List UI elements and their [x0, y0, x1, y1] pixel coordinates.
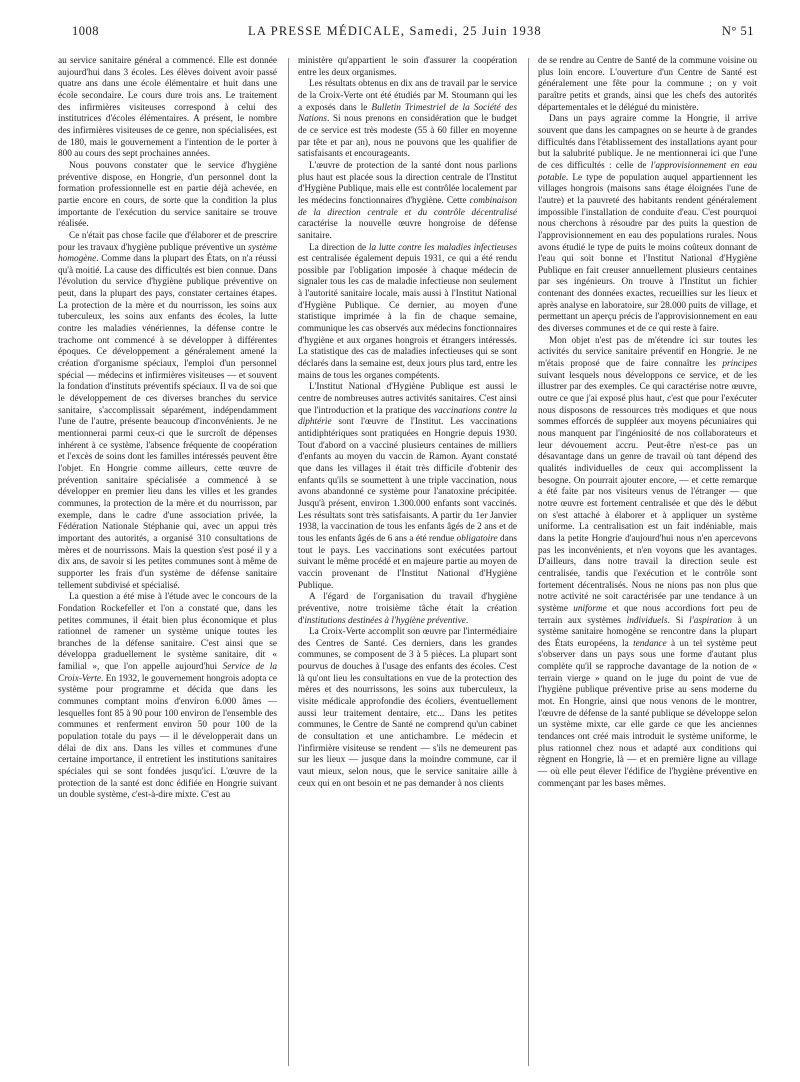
emphasis-text: principes [722, 359, 757, 370]
paragraph [298, 592, 517, 627]
page-number: 1008 [72, 24, 99, 38]
paragraph [298, 243, 517, 383]
body-text: Dans un pays agraire comme la Hongrie, il arrive souvent que dans les campagnes on se heurte à de grandes difficultés dans l'établissement des installations ayant pour but la salubrité publique. Je ne mentionnerai ici que l'une de ces difficultés : celle de [538, 114, 757, 171]
emphasis-text: système homogène [58, 242, 277, 265]
emphasis-text: l'aspiration [689, 615, 732, 626]
emphasis-text: Service de la Croix-Verte [58, 662, 277, 684]
body-text: La Croix-Verte accomplit son œuvre par l'intermédiaire des Centres de Santé. Ces derniers, dans les grandes communes, se composent de 3 à 5 pièces. La plupart sont pourvus de douches à l'usage des enfants des écoles. C'est là qu'ont lieu les consultations en vue de la protection des mères et des nourrissons, les soins aux tuberculeux, la visite médicale approfondie des écoliers, éventuellement aussi leur traitement dentaire, etc... Dans les petites communes, le Centre de Santé ne comprend qu'un cabinet de consultation et une antichambre. Le médecin et l'infirmière visiteuse se rendent — s'ils ne demeurent pas sur les lieux — jusque dans la moindre commune, car il vaut mieux, selon nous, que le service sanitaire aille à ceux qui en ont besoin et ne pas demander à nos clients [298, 627, 517, 789]
paragraph [58, 592, 277, 802]
body-text: sont l'œuvre de l'Institut. Les vaccinations antidiphtériques sont pratiquées en Hongrie depuis 1930. Tout d'abord on a vacciné plusieurs centaines de milliers d'enfants au moyen du vaccin de Ramon. Ayant constaté que dans les villages il était très difficile d'obtenir des enfants qu'ils se soumettent à une triple vaccination, nous avons abandonné ce système pour l'anatoxine précipitée. Jusqu'à présent, environ 1.300.000 enfants sont vaccinés. Les résultats sont très satisfaisants. A partir du 1er Janvier 1938, la vaccination de tous les enfants âgés de 2 ans et de tous les enfants âgés de 6 ans a été rendue [298, 417, 517, 544]
paragraph [298, 382, 517, 592]
paragraph [58, 56, 277, 161]
body-text: . En 1932, le gouvernement hongrois adopta ce système pour programme et décida que dans les communes comptant moins d'environ 6.000 âmes — lesquelles font 85 à 90 pour 100 environ de l'ensemble des communes et renferment environ 50 pour 100 de la population totale du pays — il le développerait dans un délai de dix ans. Dans les villes et communes d'une certaine importance, il entretient les institutions sanitaires spéciales qui se sont fondées jusqu'ici. L'œuvre de la protection de la santé est donc édifiée en Hongrie suivant un double système, c'est-à-dire mixte. C'est au [58, 673, 277, 801]
paragraph [538, 56, 757, 114]
paragraph [298, 79, 517, 161]
body-text: Nous pouvons constater que le service d'hygiène préventive dispose, en Hongrie, d'un personnel dont la formation professionnelle est en partie déjà achevée, en partie encore en cours, de sorte que la condition la plus importante de l'exécution du service sanitaire se trouve réalisée. [58, 160, 277, 230]
body-text: à un tel système peut s'observer dans un pays sous une forme d'autant plus complète qu'il se rapproche davantage de la notion de « terrain vierge » quand on le juge du point de vue de l'hygiène publique préventive prise au sens moderne du mot. En Hongrie, ainsi que nous venons de le montrer, l'œuvre de défense de la santé publique se développe selon un système mixte, car elle garde ce que les anciennes tendances ont créé mais introduit le système uniforme, le plus rationnel chez nous et adapté aux conditions qui règnent en Hongrie, là — et en première ligne au village — où elle peut élever l'édifice de l'hygiène préventive en commençant par les bases mêmes. [538, 638, 757, 789]
emphasis-text: obligatoire [456, 533, 498, 544]
body-text: suivant lesquels nous développons ce service, et de les illustrer par des exemples. Ce qui caractérise notre œuvre, outre ce que j'ai exposé plus haut, c'est que pour l'exécuter nous disposons de ressources très modiques et que nous sommes efforcés de suppléer aux moyens pécuniaires qui nous manquent par l'ingéniosité de nos collaborateurs et leur dévouement accru. Peut-être n'est-ce pas un désavantage dans un genre de travail où tant dépend des qualités individuelles de ceux qui accomplissent la besogne. On pourrait ajouter encore, — et cette remarque a été faite par nos visiteurs venus de l'étranger — que notre œuvre est fortement centralisée et que dès le début on s'est attaché à élaborer et à appliquer un système uniforme. La centralisation est un fait indéniable, mais dans la petite Hongrie d'aujourd'hui nous n'en apercevons pas les inconvénients, et n'en voyons que les avantages. D'ailleurs, dans notre travail la direction seule est centralisée, tandis que l'exécution et le contrôle sont fortement décentralisés. Nous ne nions pas non plus que notre activité ne soit caractérisée par une tendance à un système [538, 370, 757, 614]
body-text: . Le type de population auquel appartiennent les villages hongrois (maisons sans étage éloignées l'une de l'autre) et la pauvreté des habitants rendent généralement impossible l'installation de conduite d'eau. C'est pourquoi nous cherchons à résoudre par des puits la question de l'approvisionnement en eau des populations rurales. Nous avons étudié le type de puits le moins coûteux donnant de l'eau qui soit bonne et l'Institut National d'Hygiène Publique en fait creuser annuellement plusieurs centaines par ses ingénieurs. On trouve à l'Institut un fichier contenant des données exactes, recueillies sur les lieux et après analyse en laboratoire, sur 28.000 puits de village, et permettant un aperçu précis de l'approvisionnement en eau des diverses communes et de ce qui reste à faire. [538, 172, 757, 335]
body-text: Ce n'était pas chose facile que d'élaborer et de prescrire pour les travaux d'hygiène publique préventive un [58, 230, 277, 253]
body-text: au service sanitaire général a commencé. Elle est donnée aujourd'hui dans 3 écoles. Les élèves doivent avoir passé quatre ans dans une école élémentaire et huit dans une école secondaire. Le cours dure trois ans. Le traitement des infirmières visiteuses correspond à celui des institutrices d'écoles élémentaires. A présent, le nombre des infirmières visiteuses de ce genre, non spécialisées, est de 180, mais le gouvernement a l'intention de le porter à 800 au cours des sept prochaines années. [58, 56, 277, 160]
body-text: de se rendre au Centre de Santé de la commune voisine ou plus loin encore. L'ouverture d'un Centre de Santé est généralement une fête pour la commune ; on y voit paraître petits et grands, ainsi que les chefs des autorités départementales et le délégué du ministère. [538, 56, 757, 113]
emphasis-text: combinaison de la direction centrale et du contrôle décentralisé [298, 195, 517, 218]
running-header [52, 24, 754, 42]
emphasis-text: la lutte contre les maladies infectieuses [368, 242, 517, 253]
text-column-2 [298, 56, 517, 1074]
paragraph [58, 161, 277, 231]
emphasis-text: institutions destinées à l'hygiène préventive [304, 615, 466, 626]
column-divider-left [288, 58, 289, 1066]
paragraph [298, 627, 517, 790]
emphasis-text: uniforme [573, 603, 607, 614]
text-column-1 [58, 56, 277, 1074]
body-text: . Comme dans la plupart des États, on n'a réussi qu'à moitié. La cause des difficultés est bien connue. Dans l'évolution du service d'hygiène publique préventive on peut, dans la plupart des pays, constater certaines étapes. La protection de la mère et du nourrisson, les soins aux tuberculeux, les soins aux enfants des écoles, la lutte contre les maladies vénériennes, la défense contre le trachome ont commencé à se développer à différentes époques. Ce développement a généralement amené la création d'organisme spéciaux, l'emploi d'un personnel spécial — médecins et infirmières visiteuses — et souvent la fondation d'instituts préventifs spéciaux. Il va de soi que le développement de ces diverses branches du service sanitaire, s'accomplissait séparément, indépendamment l'une de l'autre, présente beaucoup d'inconvénients. Je ne mentionnerai parmi ceux-ci que le surcroît de dépenses inhérent à ce système, l'absence fréquente de coopération et l'excès de soins dont les familles intéressés peuvent être l'objet. En Hongrie comme ailleurs, cette œuvre de prévention sanitaire spécialisée a commencé à se développer en premier lieu dans les villes et les grandes communes, la protection de la mère et du nourrisson, par exemple, dans le cadre d'une association privée, la Fédération Nationale Stéphanie qui, avec un appui très important des autorités, a organisé 310 consultations de mères et de nourrissons. Mais la question s'est posé il y a dix ans, de savoir si les petites communes sont à même de supporter les frais d'un système de défense sanitaire tellement subdivisé et spécialisé. [58, 254, 277, 591]
emphasis-text: vaccinations contre la diphtérie [298, 405, 517, 428]
emphasis-text: l'approvisionnement en eau potable [538, 160, 757, 183]
journal-title: LA PRESSE MÉDICALE, Samedi, 25 Juin 1938 [248, 24, 542, 38]
emphasis-text: individuels [626, 615, 668, 626]
body-text: à un système sanitaire homogène se rencontre dans la plupart des États européens, la [538, 615, 757, 649]
paragraph [298, 161, 517, 243]
body-text: dans tout le pays. Les vaccinations sont exécutées partout suivant le même procédé et en majeure partie au moyen de vaccin provenant de l'Institut National d'Hygiène Publique. [298, 533, 517, 591]
issue-number: N° 51 [721, 24, 754, 38]
body-text: L'Institut National d'Hygiène Publique est aussi le centre de nombreuses autres activités sanitaires. C'est ainsi que l'introduction et la pratique des [298, 382, 517, 416]
body-text: est centralisée également depuis 1931, ce qui a été rendu possible par l'obligation imposée à chaque médecin de signaler tous les cas de maladie infectieuse non seulement à l'autorité sanitaire locale, mais aussi à l'Institut National d'Hygiène Publique. Ce dernier, au moyen d'une statistique imprimée à la fin de chaque semaine, communique les cas observés aux médecins fonctionnaires d'hygiène et aux organes hongrois et étrangers intéressés. La statistique des cas de maladies infectieuses qui se sont déclarés dans la semaine est, deux jours plus tard, entre les mains de tous les organes compétents. [298, 254, 517, 381]
body-text: . Si nous prenons en considération que le budget de ce service est très modeste (55 à 60 filler en moyenne par tête et par an), nous ne pouvons que les qualifier de satisfaisants et encourageants. [298, 114, 517, 160]
column-divider-right [528, 58, 529, 1066]
body-text: . Si [667, 615, 690, 626]
body-text: Mon objet n'est pas de m'étendre ici sur toutes les activités du service sanitaire préventif en Hongrie. Je ne m'étais proposé que de faire connaître les [538, 335, 757, 370]
body-text: La question a été mise à l'étude avec le concours de la Fondation Rockefeller et l'on a constaté que, dans les petites communes, il était bien plus économique et plus rationnel de ramener un système unique toutes les branches de la défense sanitaire. C'est ainsi que se développa graduellement le système sanitaire, dit « familial », que l'on appelle aujourd'hui [58, 592, 277, 673]
body-text: caractérise la nouvelle œuvre hongroise de défense sanitaire. [298, 219, 517, 241]
paragraph [538, 336, 757, 791]
paragraph [58, 231, 277, 592]
body-text: . [465, 615, 469, 626]
body-text: La direction de [309, 242, 369, 253]
body-text: Les résultats obtenus en dix ans de travail par le service de la Croix-Verte ont été étudiés par M. Stoumann qui les a exposés dans le [298, 79, 517, 113]
text-column-3 [538, 56, 757, 1074]
emphasis-text: tendance [633, 638, 667, 649]
body-text: et que nous accordions fort peu de terrain aux systèmes [538, 603, 757, 626]
emphasis-text: Bulletin Trimestriel de la Société des Nations [298, 102, 517, 125]
paragraph [298, 56, 517, 79]
body-text: L'œuvre de protection de la santé dont nous parlions plus haut est placée sous la direction centrale de l'Institut d'Hygiène Publique, mais elle est contrôlée localement par les médecins fonctionnaires d'hygiène. Cette [298, 160, 517, 206]
body-text: ministère qu'appartient le soin d'assurer la coopération entre les deux organismes. [298, 56, 517, 78]
body-text: A l'égard de l'organisation du travail d'hygiène préventive, notre troisième tâche était la création d' [298, 592, 517, 626]
paragraph [538, 114, 757, 335]
